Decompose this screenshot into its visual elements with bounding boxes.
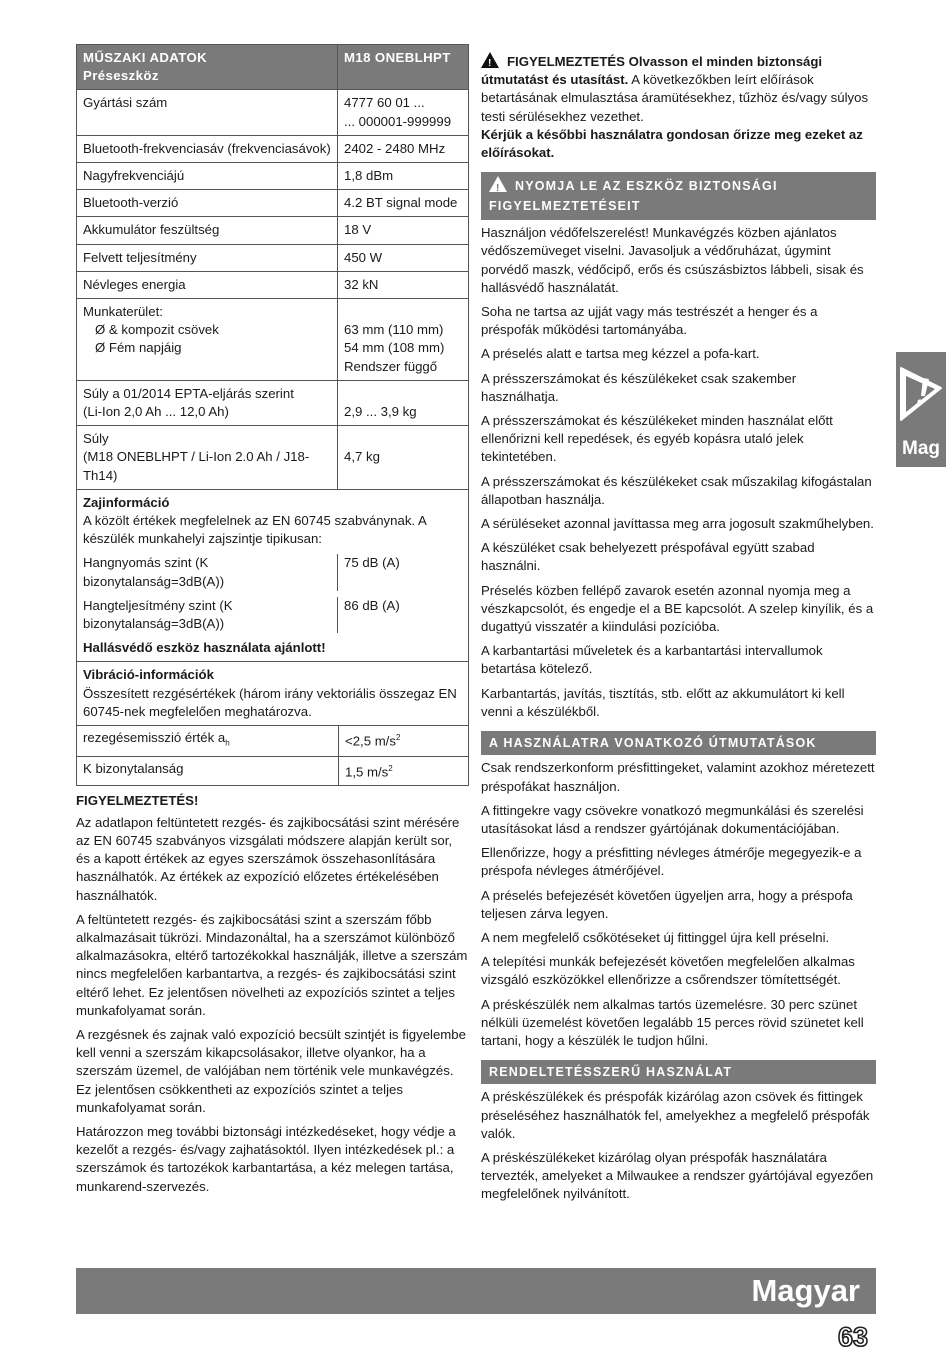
- warning-icon: [489, 176, 507, 192]
- paragraph: Préselés közben fellépő zavarok esetén azonnal nyomja meg a vészkapcsolót, és engedje el a BE kapcsolót. A szelep kinyílik, és a dugattyú visszatér a kiindulási pozícióba.: [481, 582, 874, 635]
- paragraph: A fittingekre vagy csövekre vonatkozó megmunkálási és szerelési utasításokat lásd a rendszer gyártójának dokumentációjában.: [481, 802, 864, 836]
- row-value: 2402 - 2480 MHz: [338, 135, 469, 162]
- paragraph: A préskészülék nem alkalmas tartós üzemelésre. 30 perc szünet nélküli üzemelést követően legalább 15 perces rövid szünetet kell tartani, hogy a készülék le tudjon hűlni.: [481, 996, 864, 1048]
- paragraph: A présszerszámokat és készülékeket csak műszakilag kifogástalan állapotban használja.: [481, 473, 872, 507]
- paragraph: A karbantartási műveletek és a karbantartási intervallumok betartása kötelező.: [481, 643, 823, 677]
- usage-heading: A HASZNÁLATRA VONATKOZÓ ÚTMUTATÁSOK: [481, 731, 876, 755]
- right-column: [481, 52, 876, 1210]
- warning-title: FIGYELMEZTETÉS!: [76, 792, 199, 808]
- row-value: 18 V: [338, 217, 469, 244]
- intended-use-section: [481, 1088, 876, 1203]
- row-label: Bluetooth-verzió: [77, 190, 338, 217]
- row-value: 75 dB (A): [337, 554, 400, 590]
- paragraph: Az adatlapon feltüntetett rezgés- és zajkibocsátási szint mérésére az EN 60745 szabványos vizsgálati módszere alapján került sor, és a kapott értékek az egyes szerszámok összehasonlítására használhatók. Az értékek az expozíció előzetes értékelésében használhatók.: [76, 814, 460, 903]
- language-side-tab: [896, 352, 946, 467]
- row-label: Súly a 01/2014 EPTA-eljárás szerint (Li-Ion 2,0 Ah ... 12,0 Ah): [77, 380, 338, 425]
- paragraph: Ellenőrizze, hogy a présfitting névleges átmérője megegyezik-e a préspofa névleges átmérőjével.: [481, 845, 862, 879]
- paragraph: A présszerszámokat és készülékeket csak szakember használhatja.: [481, 370, 797, 404]
- row-label: Munkaterület: Ø & kompozit csövek Ø Fém napjáig: [77, 299, 338, 381]
- row-label: rezegésemisszió érték $a_h$: [83, 730, 230, 748]
- paragraph: Határozzon meg további biztonsági intézkedéseket, hogy védje a kezelőt a rezgés- és/vagy zajhatásoktól. Ilyen intézkedések pl.: a szerszámok és tartozékok karbantartása, a kéz melegen tartása, munkarend-szervezés.: [76, 1123, 456, 1194]
- paragraph: Használjon védőfelszerelést! Munkavégzés közben ajánlatos védőszemüveget viselni. Javasoljuk a védőruházat, úgymint porvédő maszk, védőcipő, erős és csúszásbiztos lábbeli, sisak és hallásvédő használatát.: [481, 225, 864, 295]
- paragraph: A présszerszámokat és készülékeket minden használat előtt ellenőrizni kell repedések, és egyéb kopásra utaló jelek tekintetében.: [481, 413, 833, 465]
- paragraph: A sérüléseket azonnal javíttassa meg arra jogosult szakműhelyben.: [481, 516, 874, 532]
- row-label: Nagyfrekvenciájú: [77, 163, 338, 190]
- warning-triangle-icon: [899, 360, 943, 426]
- header-subtitle: Préseszköz: [83, 68, 159, 84]
- left-column: [76, 44, 469, 1202]
- row-label: Súly (M18 ONEBLHPT / Li-Ion 2.0 Ah / J18-Th14): [77, 426, 338, 490]
- row-label: Gyártási szám: [77, 90, 338, 135]
- side-tab-label: Mag: [902, 438, 940, 459]
- noise-pressure-row: [77, 554, 468, 596]
- row-value: 1,8 dBm: [338, 163, 469, 190]
- table-row-work-area: [77, 299, 469, 381]
- paragraph: A készüléket csak behelyezett préspofával együtt szabad használni.: [481, 540, 815, 574]
- paragraph: Karbantartás, javítás, tisztítás, stb. előtt az akkumulátort ki kell venni a készülékből.: [481, 685, 845, 719]
- noise-information: [76, 490, 469, 663]
- row-value: 4.2 BT signal mode: [338, 190, 469, 217]
- table-header-model: M18 ONEBLHPT: [338, 45, 469, 90]
- paragraph: A rezgésnek és zajnak való expozíció becsült szintjét is figyelembe kell venni a szerszám kikapcsolásakor, illetve olyankor, ha a szerszám üzemel, de valójában nem történik vele munkavégzés. Ez jelentősen csökkentheti az expozíciós szintet a teljes munkafolyamat során.: [76, 1026, 466, 1115]
- table-header-title: [77, 45, 338, 90]
- intended-use-heading: RENDELTETÉSSZERŰ HASZNÁLAT: [481, 1060, 876, 1084]
- row-value: 1,5 $m/s^2$: [338, 757, 399, 785]
- table-row: [77, 244, 469, 271]
- warning-keep-note: Kérjük a későbbi használatra gondosan őrizze meg ezeket az előírásokat.: [481, 126, 863, 161]
- paragraph: A préselés befejezését követően ügyeljen arra, hogy a préspofa teljesen zárva legyen.: [481, 887, 853, 921]
- safety-section: [481, 224, 876, 721]
- warning-icon: [481, 52, 499, 68]
- paragraph: Csak rendszerkonform présfittingeket, valamint azokhoz méretezett préspofákat használjon.: [481, 760, 875, 794]
- row-label: Hangteljesítmény szint (K bizonytalanság=3dB(A)): [83, 597, 233, 632]
- table-row-weight: [77, 426, 469, 490]
- vibration-title: Vibráció-információk: [83, 667, 214, 683]
- row-value: 4777 60 01 ... ... 000001-999999: [338, 90, 469, 135]
- table-row-weight-epta: [77, 380, 469, 425]
- warning-body: A következőkben leírt előírások betartásának elmulasztása áramütésekhez, tűzhöz és/vagy súlyos testi sérülésekhez vezethet.: [481, 72, 869, 124]
- paragraph: A préskészülékeket kizárólag olyan préspofák használatára tervezték, amelyeket a Milwaukee a rendszer gyártójával egyezően megfelelőnek nyilvánított.: [481, 1149, 874, 1202]
- row-label: K bizonytalanság: [83, 760, 184, 776]
- vibration-uncertainty-row: [77, 757, 468, 785]
- row-label: Hangnyomás szint (K bizonytalanság=3dB(A)): [83, 555, 225, 589]
- page-number: 63: [838, 1322, 869, 1352]
- noise-title: Zajinformáció: [83, 494, 170, 510]
- noise-power-row: [77, 597, 468, 639]
- table-row: [77, 217, 469, 244]
- table-row: [77, 271, 469, 298]
- general-warning: [481, 52, 876, 162]
- paragraph: A feltüntetett rezgés- és zajkibocsátási szint a szerszám főbb alkalmazásait tükrözi. Mindazonáltal, ha a szerszámot különböző alkalmazásokra, eltérő tartozékokkal használják, illetve a szerszám nincs megfelelően karbantartva, a rezgés- és zajkibocsátási szint eltérő lehet. Ez jelentősen növelheti az expozíciós szintet a teljes munkafolyamat során.: [76, 911, 468, 1018]
- footer-language: Magyar: [751, 1273, 860, 1308]
- row-label: Akkumulátor feszültség: [77, 217, 338, 244]
- header-title: MŰSZAKI ADATOK: [83, 50, 208, 65]
- warning-lead: FIGYELMEZTETÉS Olvasson el minden biztonsági útmutatást és utasítást.: [481, 54, 823, 88]
- paragraph: A préselés alatt e tartsa meg kézzel a pofa-kart.: [481, 346, 760, 362]
- safety-heading: !NYOMJA LE AZ ESZKÖZ BIZTONSÁGI FIGYELMEZTETÉSEIT: [481, 172, 876, 220]
- hearing-protection-note: Hallásvédő eszköz használata ajánlott!: [83, 640, 326, 656]
- paragraph: Soha ne tartsa az ujját vagy más testrészét a henger és a préspofák működési tartományába.: [481, 304, 818, 338]
- table-row: [77, 90, 469, 135]
- row-label: Bluetooth-frekvenciasáv (frekvenciasávok): [77, 135, 338, 162]
- table-row: [77, 135, 469, 162]
- row-value: 32 kN: [338, 271, 469, 298]
- paragraph: A nem megfelelő csőkötéseket új fittinggel újra kell préselni.: [481, 929, 830, 945]
- warning-text: [76, 814, 469, 1196]
- row-value: <2,5 $m/s^2$: [338, 726, 406, 756]
- paragraph: A préskészülékek és préspofák kizárólag azon csövek és fittingek préseléséhez használhatók fel, amelyekhez a megfelelő préspofák valók.: [481, 1089, 870, 1141]
- usage-section: [481, 759, 876, 1050]
- row-label: Felvett teljesítmény: [77, 244, 338, 271]
- row-value: 2,9 ... 3,9 kg: [338, 380, 469, 425]
- row-value: 450 W: [338, 244, 469, 271]
- vibration-text: Összesített rezgésértékek (három irány vektoriális összegaz EN 60745-nek megfelelően meghatározva.: [83, 685, 457, 719]
- noise-text: A közölt értékek megfelelnek az EN 60745 szabványnak. A készülék munkahelyi zajszintje tipikusan:: [83, 513, 427, 547]
- vibration-emission-row: [77, 725, 468, 757]
- paragraph: A telepítési munkák befejezését követően megfelelően alkalmas vizsgáló eszközökkel ellenőrizze a csőrendszer tömítettségét.: [481, 954, 855, 988]
- table-row: [77, 163, 469, 190]
- technical-data-table: [76, 44, 469, 490]
- row-value: 86 dB (A): [337, 597, 400, 633]
- footer-band: [76, 1268, 876, 1314]
- table-header-row: [77, 45, 469, 90]
- vibration-information: [76, 662, 469, 785]
- row-label: Névleges energia: [77, 271, 338, 298]
- table-row: [77, 190, 469, 217]
- row-value: 63 mm (110 mm) 54 mm (108 mm) Rendszer függő: [338, 299, 469, 381]
- row-value: 4,7 kg: [338, 426, 469, 490]
